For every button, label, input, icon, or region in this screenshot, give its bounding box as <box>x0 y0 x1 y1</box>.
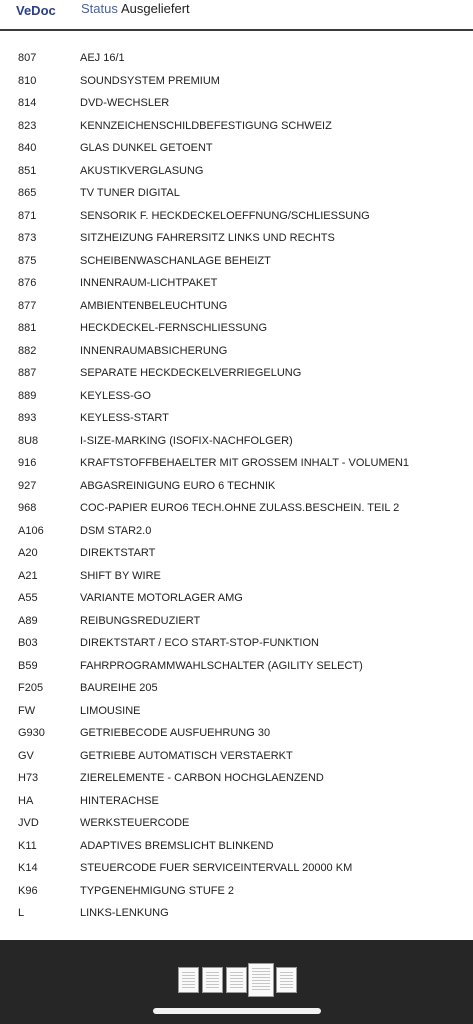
list-item <box>0 542 473 565</box>
equipment-code: 889 <box>18 389 37 402</box>
page-thumbnail-1[interactable] <box>178 967 199 993</box>
equipment-description: INNENRAUM-LICHTPAKET <box>80 277 218 289</box>
list-item <box>0 452 473 475</box>
list-item <box>0 565 473 588</box>
equipment-code: HA <box>18 794 34 807</box>
list-item <box>0 137 473 160</box>
equipment-code: B03 <box>18 637 38 649</box>
equipment-description: INNENRAUMABSICHERUNG <box>80 344 228 357</box>
equipment-code: 887 <box>18 367 37 379</box>
equipment-description: KEYLESS-GO <box>80 389 151 402</box>
list-item <box>0 182 473 205</box>
equipment-code: F205 <box>18 682 44 694</box>
equipment-description: SOUNDSYSTEM PREMIUM <box>80 74 220 87</box>
list-item <box>0 407 473 430</box>
list-item <box>0 812 473 835</box>
equipment-code: L <box>18 907 25 919</box>
equipment-code: A21 <box>18 569 38 582</box>
equipment-description: GLAS DUNKEL GETOENT <box>80 142 213 154</box>
list-item <box>0 340 473 363</box>
equipment-description: AEJ 16/1 <box>80 52 125 64</box>
equipment-code: 810 <box>18 74 37 87</box>
equipment-description: AMBIENTENBELEUCHTUNG <box>80 299 228 312</box>
equipment-list <box>0 47 473 925</box>
equipment-description: DVD-WECHSLER <box>80 97 170 109</box>
list-item <box>0 227 473 250</box>
page-thumbnail-2[interactable] <box>202 967 223 993</box>
list-item <box>0 92 473 115</box>
equipment-code: 823 <box>18 119 37 132</box>
equipment-description: TV TUNER DIGITAL <box>80 187 180 199</box>
equipment-description: ADAPTIVES BREMSLICHT BLINKEND <box>80 839 274 852</box>
equipment-description: HINTERACHSE <box>80 794 159 807</box>
page-thumbnail-bar <box>0 940 473 1024</box>
equipment-code: 927 <box>18 479 37 492</box>
equipment-description: SCHEIBENWASCHANLAGE BEHEIZT <box>80 254 271 267</box>
equipment-code: 882 <box>18 344 37 357</box>
equipment-description: COC-PAPIER EURO6 TECH.OHNE ZULASS.BESCHEIN. TEIL 2 <box>80 502 400 514</box>
equipment-description: LINKS-LENKUNG <box>80 907 169 919</box>
equipment-code: A55 <box>18 592 38 604</box>
page-content-preview <box>252 968 270 992</box>
equipment-code: G930 <box>18 727 45 739</box>
equipment-description: SENSORIK F. HECKDECKELOEFFNUNG/SCHLIESSUNG <box>80 209 370 222</box>
list-item <box>0 385 473 408</box>
page-thumbnail-4[interactable] <box>248 963 274 997</box>
equipment-description: SEPARATE HECKDECKELVERRIEGELUNG <box>80 367 302 379</box>
equipment-description: SHIFT BY WIRE <box>80 569 161 582</box>
equipment-code: 876 <box>18 277 37 289</box>
equipment-code: 871 <box>18 209 37 222</box>
list-item <box>0 47 473 70</box>
equipment-description: BAUREIHE 205 <box>80 682 158 694</box>
equipment-description: STEUERCODE FUER SERVICEINTERVALL 20000 KM <box>80 862 353 874</box>
equipment-description: WERKSTEUERCODE <box>80 817 190 829</box>
list-item <box>0 745 473 768</box>
equipment-code: 865 <box>18 187 37 199</box>
equipment-code: 877 <box>18 299 37 312</box>
equipment-code: 881 <box>18 322 37 334</box>
list-item <box>0 902 473 925</box>
list-item <box>0 520 473 543</box>
equipment-code: 851 <box>18 164 37 177</box>
list-item <box>0 497 473 520</box>
equipment-description: KENNZEICHENSCHILDBEFESTIGUNG SCHWEIZ <box>80 119 332 132</box>
equipment-description: DIREKTSTART <box>80 547 156 559</box>
equipment-description: DIREKTSTART / ECO START-STOP-FUNKTION <box>80 637 319 649</box>
equipment-code: 916 <box>18 457 37 469</box>
page-content-preview <box>182 972 195 988</box>
equipment-description: SITZHEIZUNG FAHRERSITZ LINKS UND RECHTS <box>80 232 335 244</box>
list-item <box>0 430 473 453</box>
list-item <box>0 857 473 880</box>
list-item <box>0 587 473 610</box>
page-content-preview <box>280 972 293 988</box>
list-item <box>0 632 473 655</box>
equipment-code: 893 <box>18 412 37 424</box>
status-value: Ausgeliefert <box>121 1 190 16</box>
equipment-code: FW <box>18 704 36 717</box>
list-item <box>0 655 473 678</box>
equipment-code: K14 <box>18 862 38 874</box>
equipment-code: 968 <box>18 502 37 514</box>
equipment-description: FAHRPROGRAMMWAHLSCHALTER (AGILITY SELECT) <box>80 659 363 672</box>
equipment-description: TYPGENEHMIGUNG STUFE 2 <box>80 884 235 897</box>
equipment-description: HECKDECKEL-FERNSCHLIESSUNG <box>80 322 268 334</box>
list-item <box>0 272 473 295</box>
equipment-description: KEYLESS-START <box>80 412 169 424</box>
list-item <box>0 205 473 228</box>
equipment-description: ZIERELEMENTE - CARBON HOCHGLAENZEND <box>80 772 324 784</box>
app-logo: VeDoc <box>16 3 56 18</box>
equipment-code: 875 <box>18 254 37 267</box>
equipment-code: A20 <box>18 547 38 559</box>
list-item <box>0 610 473 633</box>
page-thumbnail-strip <box>178 963 298 997</box>
list-item <box>0 835 473 858</box>
header-bar <box>0 0 473 31</box>
equipment-code: H73 <box>18 772 39 784</box>
home-indicator[interactable] <box>153 1008 321 1014</box>
list-item <box>0 700 473 723</box>
status-label: Status <box>81 1 118 16</box>
equipment-description: VARIANTE MOTORLAGER AMG <box>80 592 243 604</box>
equipment-code: 8U8 <box>18 434 39 447</box>
list-item <box>0 880 473 903</box>
list-item <box>0 295 473 318</box>
list-item <box>0 250 473 273</box>
equipment-code: 873 <box>18 232 37 244</box>
page-content-preview <box>230 972 243 988</box>
list-item <box>0 475 473 498</box>
equipment-code: B59 <box>18 659 38 672</box>
equipment-description: DSM STAR2.0 <box>80 524 152 537</box>
equipment-code: GV <box>18 749 34 762</box>
equipment-code: K96 <box>18 884 38 897</box>
equipment-code: A89 <box>18 614 38 627</box>
list-item <box>0 70 473 93</box>
page-thumbnail-5[interactable] <box>276 967 297 993</box>
list-item <box>0 115 473 138</box>
equipment-description: REIBUNGSREDUZIERT <box>80 614 201 627</box>
equipment-code: A106 <box>18 524 44 537</box>
equipment-code: 814 <box>18 97 37 109</box>
equipment-code: K11 <box>18 839 37 852</box>
equipment-description: GETRIEBE AUTOMATISCH VERSTAERKT <box>80 749 293 762</box>
list-item <box>0 677 473 700</box>
equipment-description: AKUSTIKVERGLASUNG <box>80 164 204 177</box>
list-item <box>0 317 473 340</box>
equipment-code: 840 <box>18 142 37 154</box>
list-item <box>0 362 473 385</box>
list-item <box>0 767 473 790</box>
equipment-code: 807 <box>18 52 37 64</box>
equipment-description: LIMOUSINE <box>80 704 141 717</box>
equipment-description: GETRIEBECODE AUSFUEHRUNG 30 <box>80 727 271 739</box>
page-thumbnail-3[interactable] <box>226 967 247 993</box>
list-item <box>0 160 473 183</box>
list-item <box>0 722 473 745</box>
equipment-description: I-SIZE-MARKING (ISOFIX-NACHFOLGER) <box>80 434 293 447</box>
equipment-description: KRAFTSTOFFBEHAELTER MIT GROSSEM INHALT - VOLUMEN1 <box>80 457 410 469</box>
list-item <box>0 790 473 813</box>
equipment-description: ABGASREINIGUNG EURO 6 TECHNIK <box>80 479 276 492</box>
page-content-preview <box>206 972 219 988</box>
equipment-code: JVD <box>18 817 39 829</box>
